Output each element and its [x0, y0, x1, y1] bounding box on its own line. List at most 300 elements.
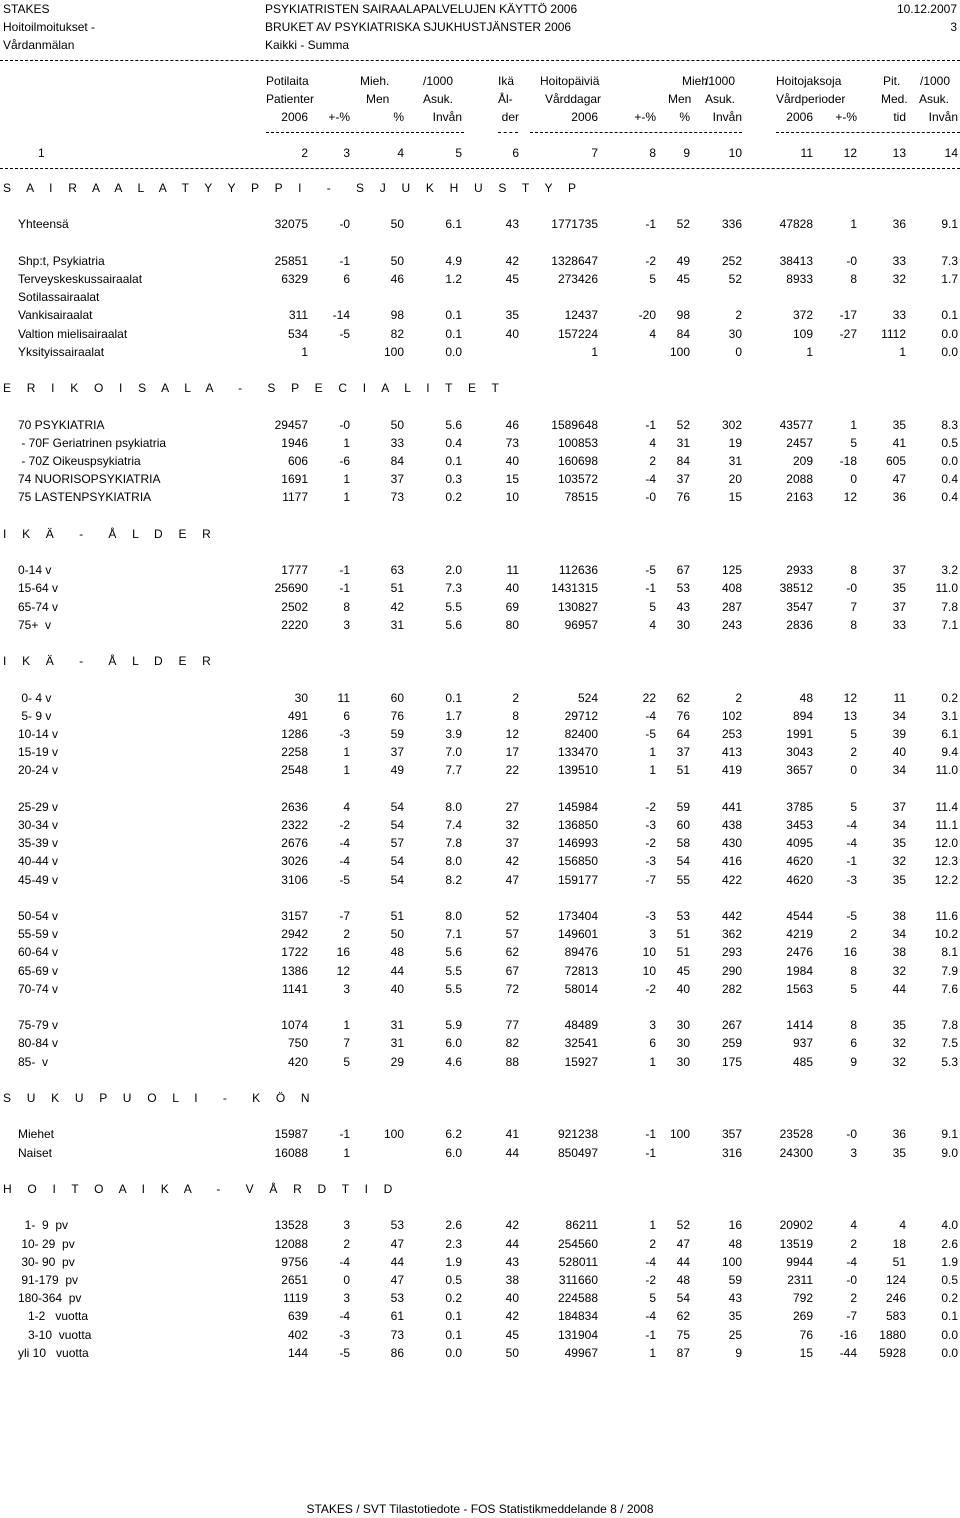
table-row: [0, 1054, 960, 1070]
cell-value: 7.3: [445, 581, 462, 596]
cell-value: 1: [343, 490, 350, 505]
cell-value: 41: [892, 435, 906, 450]
cell-value: 46: [505, 417, 519, 432]
cell-value: 4620: [786, 854, 813, 869]
cell-value: -2: [645, 253, 656, 268]
cell-value: 0.2: [941, 1291, 958, 1306]
cell-value: 60: [676, 818, 690, 832]
cell-value: 8: [850, 1018, 857, 1033]
table-row: [0, 471, 960, 487]
cell-value: 40: [676, 981, 690, 996]
footer: STAKES / SVT Tilastotiedote - FOS Statistikmeddelande 8 / 2008: [306, 1502, 654, 1516]
cell-value: 0.4: [941, 490, 958, 505]
cell-value: 1112: [881, 326, 906, 341]
cell-value: 5: [850, 435, 857, 450]
cell-value: 6: [343, 272, 350, 286]
cell-value: 1177: [282, 490, 308, 505]
cell-value: 2: [649, 454, 656, 468]
cell-value: 937: [792, 1036, 813, 1051]
cell-value: -5: [339, 1345, 350, 1360]
column-number: 8: [649, 146, 656, 160]
column-heading: Vårdperioder: [776, 92, 846, 106]
row-label: 85- v: [18, 1054, 49, 1069]
column-heading: Ikä: [498, 74, 515, 88]
column-number: 11: [800, 146, 813, 160]
cell-value: 0.0: [941, 454, 958, 468]
cell-value: 243: [721, 617, 742, 632]
row-label: 30- 90 pv: [18, 1254, 75, 1269]
cell-value: 36: [892, 1127, 906, 1142]
cell-value: 15: [799, 1345, 813, 1360]
cell-value: 98: [676, 308, 690, 323]
cell-value: 2.3: [445, 1236, 462, 1251]
table-row: [0, 1126, 960, 1142]
cell-value: -6: [339, 454, 350, 468]
column-heading: +-%: [328, 110, 350, 124]
cell-value: 42: [505, 253, 519, 268]
header-org: STAKES: [3, 2, 50, 16]
cell-value: 52: [676, 217, 690, 232]
cell-value: 1: [301, 344, 308, 359]
row-label: Vankisairaalat: [18, 308, 93, 323]
column-number: 12: [843, 146, 857, 160]
cell-value: 45: [505, 1327, 519, 1342]
cell-value: 45: [676, 963, 690, 978]
cell-value: -1: [645, 581, 656, 596]
cell-value: 0.3: [445, 472, 462, 487]
cell-value: 362: [721, 927, 742, 942]
column-heading: Asuk.: [423, 92, 454, 106]
cell-value: -3: [645, 909, 656, 923]
row-label: 74 NUORISOPSYKIATRIA: [18, 472, 161, 487]
cell-value: 357: [721, 1127, 742, 1142]
cell-value: 2322: [281, 818, 308, 832]
cell-value: 254560: [557, 1236, 598, 1251]
cell-value: 175: [721, 1054, 742, 1069]
cell-value: 34: [892, 708, 906, 723]
cell-value: 54: [390, 872, 404, 887]
cell-value: -44: [839, 1345, 857, 1360]
cell-value: 5: [649, 272, 656, 286]
cell-value: 50: [505, 1345, 519, 1360]
cell-value: 11: [337, 690, 350, 705]
cell-value: 100: [383, 1127, 404, 1142]
cell-value: -4: [846, 1254, 857, 1269]
cell-value: 290: [721, 963, 742, 978]
cell-value: 37: [390, 472, 404, 487]
cell-value: 8.3: [941, 417, 958, 432]
cell-value: 87: [676, 1345, 690, 1360]
cell-value: -3: [645, 818, 656, 832]
cell-value: 41: [505, 1127, 519, 1142]
cell-value: 8.1: [941, 945, 958, 960]
cell-value: 0.1: [445, 690, 462, 705]
cell-value: 37: [676, 745, 690, 760]
cell-value: 30: [728, 326, 742, 341]
table-row: [0, 1290, 960, 1306]
row-label: Shp:t, Psykiatria: [18, 253, 105, 268]
table-row: [0, 944, 960, 960]
cell-value: 15: [728, 490, 742, 505]
cell-value: -7: [846, 1309, 857, 1324]
cell-value: 54: [676, 1291, 690, 1306]
cell-value: 82: [390, 326, 404, 341]
row-label: 180-364 pv: [18, 1291, 82, 1306]
cell-value: 3: [850, 1145, 857, 1160]
row-label: 75+ v: [18, 617, 52, 632]
row-label: 75-79 v: [18, 1018, 59, 1033]
table-row: [0, 417, 960, 433]
cell-value: 47: [390, 1236, 404, 1251]
cell-value: 51: [390, 909, 404, 923]
cell-value: 4544: [786, 909, 813, 923]
cell-value: 11.6: [935, 909, 958, 923]
row-label: 80-84 v: [18, 1036, 59, 1051]
table-row: [0, 1017, 960, 1033]
table-row: [0, 253, 960, 269]
cell-value: 157224: [557, 326, 598, 341]
header-title-fi: PSYKIATRISTEN SAIRAALAPALVELUJEN KÄYTTÖ 2006: [265, 2, 578, 16]
cell-value: 10.2: [934, 927, 958, 942]
cell-value: 76: [799, 1327, 813, 1342]
table-row: [0, 762, 960, 778]
cell-value: 4: [850, 1218, 857, 1233]
cell-value: 1771735: [551, 217, 598, 232]
cell-value: 12.3: [934, 854, 958, 869]
cell-value: 55: [676, 872, 690, 887]
cell-value: 6.1: [445, 217, 462, 232]
cell-value: 259: [721, 1036, 742, 1051]
cell-value: 10: [505, 490, 519, 505]
cell-value: -7: [339, 909, 350, 923]
cell-value: 9: [735, 1345, 742, 1360]
cell-value: 43: [676, 599, 690, 614]
cell-value: 3: [343, 981, 350, 996]
cell-value: 2476: [786, 945, 813, 960]
cell-value: 13528: [274, 1218, 308, 1233]
cell-value: 2676: [281, 836, 308, 851]
cell-value: 44: [676, 1254, 690, 1269]
cell-value: 72813: [564, 963, 598, 978]
cell-value: 33: [390, 435, 404, 450]
cell-value: 2933: [786, 563, 813, 578]
cell-value: 1141: [282, 981, 308, 996]
cell-value: -1: [645, 417, 656, 432]
cell-value: 44: [505, 1145, 519, 1160]
cell-value: 1328647: [551, 253, 598, 268]
cell-value: 29712: [564, 708, 598, 723]
cell-value: 37: [390, 745, 404, 760]
cell-value: 792: [792, 1291, 813, 1306]
cell-value: 0.5: [941, 435, 958, 450]
cell-value: 430: [721, 836, 742, 851]
header-date: 10.12.2007: [896, 2, 957, 16]
cell-value: 0.1: [941, 308, 958, 323]
cell-value: 8.0: [445, 799, 462, 814]
cell-value: 2: [735, 308, 742, 323]
cell-value: 42: [505, 1218, 519, 1233]
cell-value: 1: [343, 472, 350, 487]
cell-value: 2.0: [445, 563, 462, 578]
cell-value: 51: [676, 945, 690, 960]
column-heading: Asuk.: [919, 92, 950, 106]
cell-value: 51: [676, 927, 690, 942]
row-label: 25-29 v: [18, 799, 59, 814]
table-row: [0, 1254, 960, 1270]
cell-value: 2502: [281, 599, 308, 614]
cell-value: 12: [843, 490, 857, 505]
cell-value: 60: [390, 690, 404, 705]
cell-value: 39: [892, 727, 906, 741]
column-number: 10: [728, 146, 742, 160]
cell-value: 0: [343, 1273, 350, 1287]
column-number: 5: [455, 146, 462, 160]
cell-value: 524: [577, 690, 598, 705]
table-row: [0, 726, 960, 742]
cell-value: 1722: [281, 945, 308, 960]
cell-value: 35: [892, 836, 906, 851]
cell-value: 69: [505, 599, 519, 614]
cell-value: 136850: [557, 818, 598, 832]
cell-value: 48489: [564, 1018, 598, 1033]
cell-value: 73: [505, 435, 519, 450]
cell-value: 40: [505, 326, 519, 341]
cell-value: 73: [390, 1327, 404, 1342]
cell-value: 73: [390, 490, 404, 505]
cell-value: 82: [505, 1036, 519, 1051]
cell-value: 12.2: [934, 872, 958, 887]
cell-value: 45: [676, 272, 690, 286]
cell-value: -4: [645, 472, 656, 487]
cell-value: -3: [339, 1327, 350, 1342]
cell-value: 146993: [557, 836, 598, 851]
cell-value: 9944: [786, 1254, 813, 1269]
table-row: [0, 580, 960, 596]
table-row: [0, 489, 960, 505]
cell-value: 7.6: [941, 981, 958, 996]
cell-value: 40: [505, 1291, 519, 1306]
cell-value: 45: [505, 272, 519, 286]
cell-value: 2: [850, 1291, 857, 1306]
cell-value: -2: [645, 981, 656, 996]
cell-value: 78515: [564, 490, 598, 505]
cell-value: 1286: [281, 727, 308, 741]
cell-value: 2: [735, 690, 742, 705]
cell-value: 1.7: [445, 708, 462, 723]
cell-value: 2: [850, 927, 857, 942]
cell-value: 1946: [281, 435, 308, 450]
cell-value: 38512: [779, 581, 813, 596]
cell-value: 38413: [779, 253, 813, 268]
cell-value: -14: [332, 308, 350, 323]
table-row: [0, 908, 960, 924]
cell-value: 0.5: [941, 1273, 958, 1287]
cell-value: 47: [505, 872, 519, 887]
cell-value: 53: [390, 1218, 404, 1233]
cell-value: 44: [505, 1236, 519, 1251]
cell-value: 50: [390, 253, 404, 268]
cell-value: -17: [839, 308, 857, 323]
row-label: 0-14 v: [18, 563, 52, 578]
cell-value: 184834: [557, 1309, 598, 1324]
cell-value: 6: [649, 1036, 656, 1051]
cell-value: 0.0: [941, 1327, 958, 1342]
cell-value: -2: [645, 799, 656, 814]
cell-value: 7.1: [941, 617, 958, 632]
cell-value: 2: [649, 1236, 656, 1251]
column-number: 13: [892, 146, 906, 160]
table-row: [0, 435, 960, 451]
cell-value: 1991: [786, 727, 813, 741]
cell-value: 8.0: [445, 854, 462, 869]
cell-value: -1: [339, 253, 350, 268]
row-label: 75 LASTENPSYKIATRIA: [18, 490, 152, 505]
cell-value: 32075: [274, 217, 308, 232]
cell-value: 34: [892, 763, 906, 778]
cell-value: 17: [505, 745, 519, 760]
cell-value: 2258: [281, 745, 308, 760]
cell-value: 5.3: [941, 1054, 958, 1069]
cell-value: 528011: [558, 1254, 598, 1269]
cell-value: 921238: [557, 1127, 598, 1142]
cell-value: 0: [850, 763, 857, 778]
cell-value: 62: [676, 690, 690, 705]
cell-value: -1: [645, 1327, 656, 1342]
cell-value: 34: [892, 818, 906, 832]
header-selection: Kaikki - Summa: [265, 38, 350, 52]
cell-value: 5.5: [445, 963, 462, 978]
cell-value: 413: [721, 745, 742, 760]
column-heading: Hoitojaksoja: [776, 74, 842, 88]
cell-value: 31: [390, 1036, 404, 1051]
row-label: Valtion mielisairaalat: [18, 326, 128, 341]
cell-value: -16: [839, 1327, 857, 1342]
column-heading: %: [679, 110, 690, 124]
cell-value: 52: [676, 417, 690, 432]
cell-value: 11.4: [935, 799, 958, 814]
cell-value: -5: [339, 326, 350, 341]
cell-value: 8: [850, 963, 857, 978]
cell-value: -27: [839, 326, 857, 341]
column-heading: Patienter: [266, 92, 315, 106]
table-row: [0, 963, 960, 979]
cell-value: 5: [649, 599, 656, 614]
row-label: 60-64 v: [18, 945, 59, 960]
cell-value: 49: [676, 253, 690, 268]
section-title: E R I K O I S A L A - S P E C I A L I T E T: [3, 381, 505, 396]
cell-value: 2163: [786, 490, 813, 505]
cell-value: 100853: [557, 435, 598, 450]
cell-value: 224588: [557, 1291, 598, 1306]
table-row: [0, 1272, 960, 1288]
column-heading: /1000: [920, 74, 951, 88]
cell-value: 22: [642, 690, 656, 705]
cell-value: -4: [339, 836, 350, 851]
cell-value: 59: [728, 1273, 742, 1287]
cell-value: 30: [676, 617, 690, 632]
row-label: Miehet: [18, 1127, 55, 1142]
cell-value: -1: [339, 563, 350, 578]
column-heading: Pit.: [883, 74, 901, 88]
cell-value: 11: [506, 563, 519, 578]
column-number: 9: [683, 146, 690, 160]
divider: [776, 132, 960, 133]
cell-value: 2457: [786, 435, 813, 450]
cell-value: 5: [850, 981, 857, 996]
cell-value: 0.4: [445, 435, 462, 450]
cell-value: 46: [390, 272, 404, 286]
cell-value: -18: [839, 454, 857, 468]
cell-value: 139510: [557, 763, 598, 778]
cell-value: 7: [343, 1036, 350, 1051]
cell-value: 76: [676, 708, 690, 723]
cell-value: 2: [343, 1236, 350, 1251]
cell-value: 5: [850, 799, 857, 814]
cell-value: 438: [721, 818, 742, 832]
cell-value: 4: [343, 799, 350, 814]
cell-value: 7.0: [445, 745, 462, 760]
cell-value: 86: [390, 1345, 404, 1360]
cell-value: 33: [892, 308, 906, 323]
cell-value: 44: [390, 963, 404, 978]
cell-value: -4: [645, 708, 656, 723]
cell-value: 0.0: [445, 344, 462, 359]
row-label: 40-44 v: [18, 854, 59, 869]
section-title: H O I T O A I K A - V Å R D T I D: [3, 1182, 399, 1196]
cell-value: 13519: [779, 1236, 813, 1251]
cell-value: 32541: [564, 1036, 598, 1051]
cell-value: 3: [343, 1291, 350, 1306]
row-label: 10-14 v: [18, 727, 59, 741]
cell-value: 1563: [786, 981, 813, 996]
cell-value: 6.0: [445, 1145, 462, 1160]
section-title: I K Ä - Å L D E R: [3, 654, 218, 669]
cell-value: 4: [649, 326, 656, 341]
cell-value: 86211: [565, 1218, 598, 1233]
table-row: [0, 872, 960, 888]
cell-value: 4: [899, 1218, 906, 1233]
cell-value: 4: [649, 617, 656, 632]
row-label: 1- 9 pv: [18, 1218, 69, 1233]
cell-value: 4.9: [445, 253, 462, 268]
column-heading: Vårddagar: [545, 92, 602, 106]
cell-value: 67: [505, 963, 519, 978]
cell-value: 58014: [564, 981, 598, 996]
cell-value: 1: [806, 344, 813, 359]
cell-value: 82400: [564, 727, 598, 741]
cell-value: 583: [885, 1309, 906, 1324]
cell-value: 50: [390, 417, 404, 432]
cell-value: -5: [339, 872, 350, 887]
table-row: [0, 1217, 960, 1233]
cell-value: 30: [676, 1018, 690, 1033]
table-row: [0, 1327, 960, 1343]
cell-value: 11.0: [935, 581, 958, 596]
cell-value: 2088: [786, 472, 813, 487]
cell-value: 311: [288, 308, 308, 323]
table-row: [0, 562, 960, 578]
cell-value: 43: [505, 217, 519, 232]
cell-value: 12: [505, 727, 519, 741]
table-row: [0, 307, 960, 323]
cell-value: 31: [390, 617, 404, 632]
cell-value: 37: [892, 599, 906, 614]
divider: [0, 60, 960, 61]
cell-value: 53: [676, 909, 690, 923]
cell-value: 173404: [557, 909, 598, 923]
cell-value: 50: [390, 927, 404, 942]
cell-value: 40: [505, 454, 519, 468]
